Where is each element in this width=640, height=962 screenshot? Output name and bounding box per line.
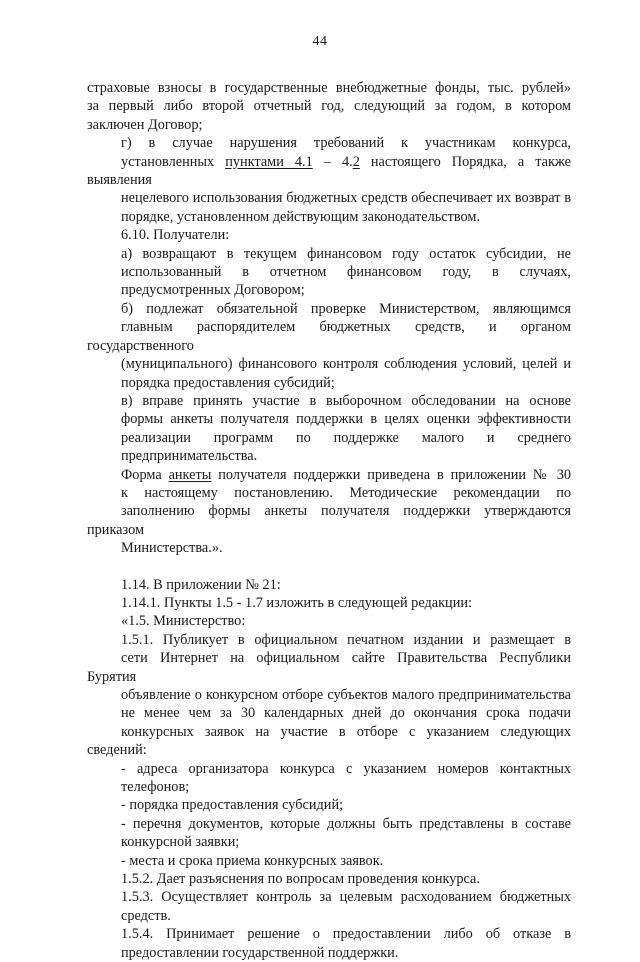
paragraph (87, 870, 571, 888)
text-run: Форма (121, 466, 169, 483)
text-line: страховые взносы в государственные внебюджетные фонды, тыс. рублей» (87, 80, 571, 96)
text-line: предоставлении государственной поддержки. (121, 944, 399, 961)
text-line: конкурсной заявки; (121, 834, 240, 851)
text-line: главным распорядителем бюджетных средств, и органом государственного (87, 319, 571, 354)
paragraph (87, 631, 571, 760)
text-line: формы анкеты получателя поддержки в целях оценки эффективности (121, 411, 571, 428)
hyperlink-text[interactable]: 2 (352, 153, 360, 170)
document-body (87, 79, 571, 962)
text-line: объявление о конкурсном отборе субъектов малого предпринимательства (121, 687, 571, 703)
paragraph (87, 815, 571, 852)
text-line: 1.5.4. Принимает решение о предоставлении либо об отказе в (121, 926, 571, 943)
text-line (87, 466, 571, 484)
text-line: не менее чем за 30 календарных дней до окончания срока подачи (121, 705, 571, 722)
text-line: - адреса организатора конкурса с указанием номеров контактных (121, 760, 571, 777)
text-line: «1.5. Министерство: (121, 613, 246, 630)
text-line: а) возвращают в текущем финансовом году остаток субсидии, не (121, 245, 571, 262)
text-line (87, 153, 571, 190)
text-run: получателя поддержки приведена в приложении № 30 (211, 466, 572, 483)
page-number: 44 (312, 34, 328, 49)
paragraph (87, 79, 571, 134)
text-line: 1.5.3. Осуществляет контроль за целевым расходованием бюджетных (121, 889, 571, 906)
text-line: к настоящему постановлению. Методические рекомендации по (121, 484, 571, 501)
text-line: конкурсных заявок на участие в отборе с указанием следующих сведений: (87, 723, 571, 759)
text-line: нецелевого использования бюджетных средств обеспечивает их возврат в (121, 190, 571, 207)
text-line: порядке, установленном действующим законодательством. (121, 208, 481, 225)
text-line: сети Интернет на официальном сайте Правительства Республики Бурятия (87, 650, 571, 685)
text-run: настоящего Порядка, а также выявления (87, 153, 572, 189)
paragraph (87, 226, 571, 244)
text-line: использованный в отчетном финансовом году, в случаях, (121, 264, 571, 281)
text-line: (муниципального) финансового контроля соблюдения условий, целей и (121, 356, 571, 373)
text-line: 1.14.1. Пункты 1.5 - 1.7 изложить в следующей редакции: (121, 594, 472, 611)
text-line: в) вправе принять участие в выборочном обследовании на основе (121, 392, 571, 409)
text-line: предпринимательства. (121, 448, 258, 465)
paragraph (87, 852, 571, 870)
paragraph (87, 576, 571, 594)
text-line: 1.5.1. Публикует в официальном печатном издании и размещает в (121, 631, 571, 648)
text-line: телефонов; (121, 779, 190, 796)
paragraph (87, 594, 571, 612)
paragraph (87, 760, 571, 797)
text-line: заполнению формы анкеты получателя поддержки утверждаются приказом (87, 503, 571, 538)
text-line: - места и срока приема конкурсных заявок. (121, 852, 384, 869)
paragraph (87, 888, 571, 925)
text-line: заключен Договор; (87, 116, 203, 133)
paragraph (87, 796, 571, 814)
text-line: 1.5.2. Дает разъяснения по вопросам проведения конкурса. (121, 871, 480, 888)
text-line: реализации программ по поддержке малого и среднего (121, 429, 571, 446)
paragraph (87, 612, 571, 630)
text-line: - порядка предоставления субсидий; (121, 797, 344, 814)
text-line: за первый либо второй отчетный год, следующий за годом, в котором (87, 98, 571, 115)
text-line: б) подлежат обязательной проверке Министерством, являющимся (121, 300, 571, 317)
paragraph (87, 134, 571, 226)
paragraph (87, 466, 571, 558)
paragraph (87, 392, 571, 466)
hyperlink-text[interactable]: пунктами 4.1 (225, 153, 313, 170)
text-line: Министерства.». (121, 540, 223, 557)
text-line: 1.14. В приложении № 21: (121, 576, 281, 593)
text-line: г) в случае нарушения требований к участникам конкурса, (121, 135, 571, 152)
text-line: порядка предоставления субсидий; (121, 374, 335, 391)
text-run: – 4. (312, 153, 353, 170)
paragraph (87, 300, 571, 392)
text-line: - перечня документов, которые должны быть представлены в составе (121, 815, 571, 832)
text-run: установленных (121, 153, 226, 170)
hyperlink-text[interactable]: анкеты (168, 466, 212, 483)
text-line: 6.10. Получатели: (121, 227, 230, 244)
text-line: предусмотренных Договором; (121, 282, 305, 299)
paragraph (87, 245, 571, 300)
paragraph-gap (87, 558, 571, 576)
text-line: средств. (121, 907, 171, 924)
paragraph (87, 925, 571, 962)
